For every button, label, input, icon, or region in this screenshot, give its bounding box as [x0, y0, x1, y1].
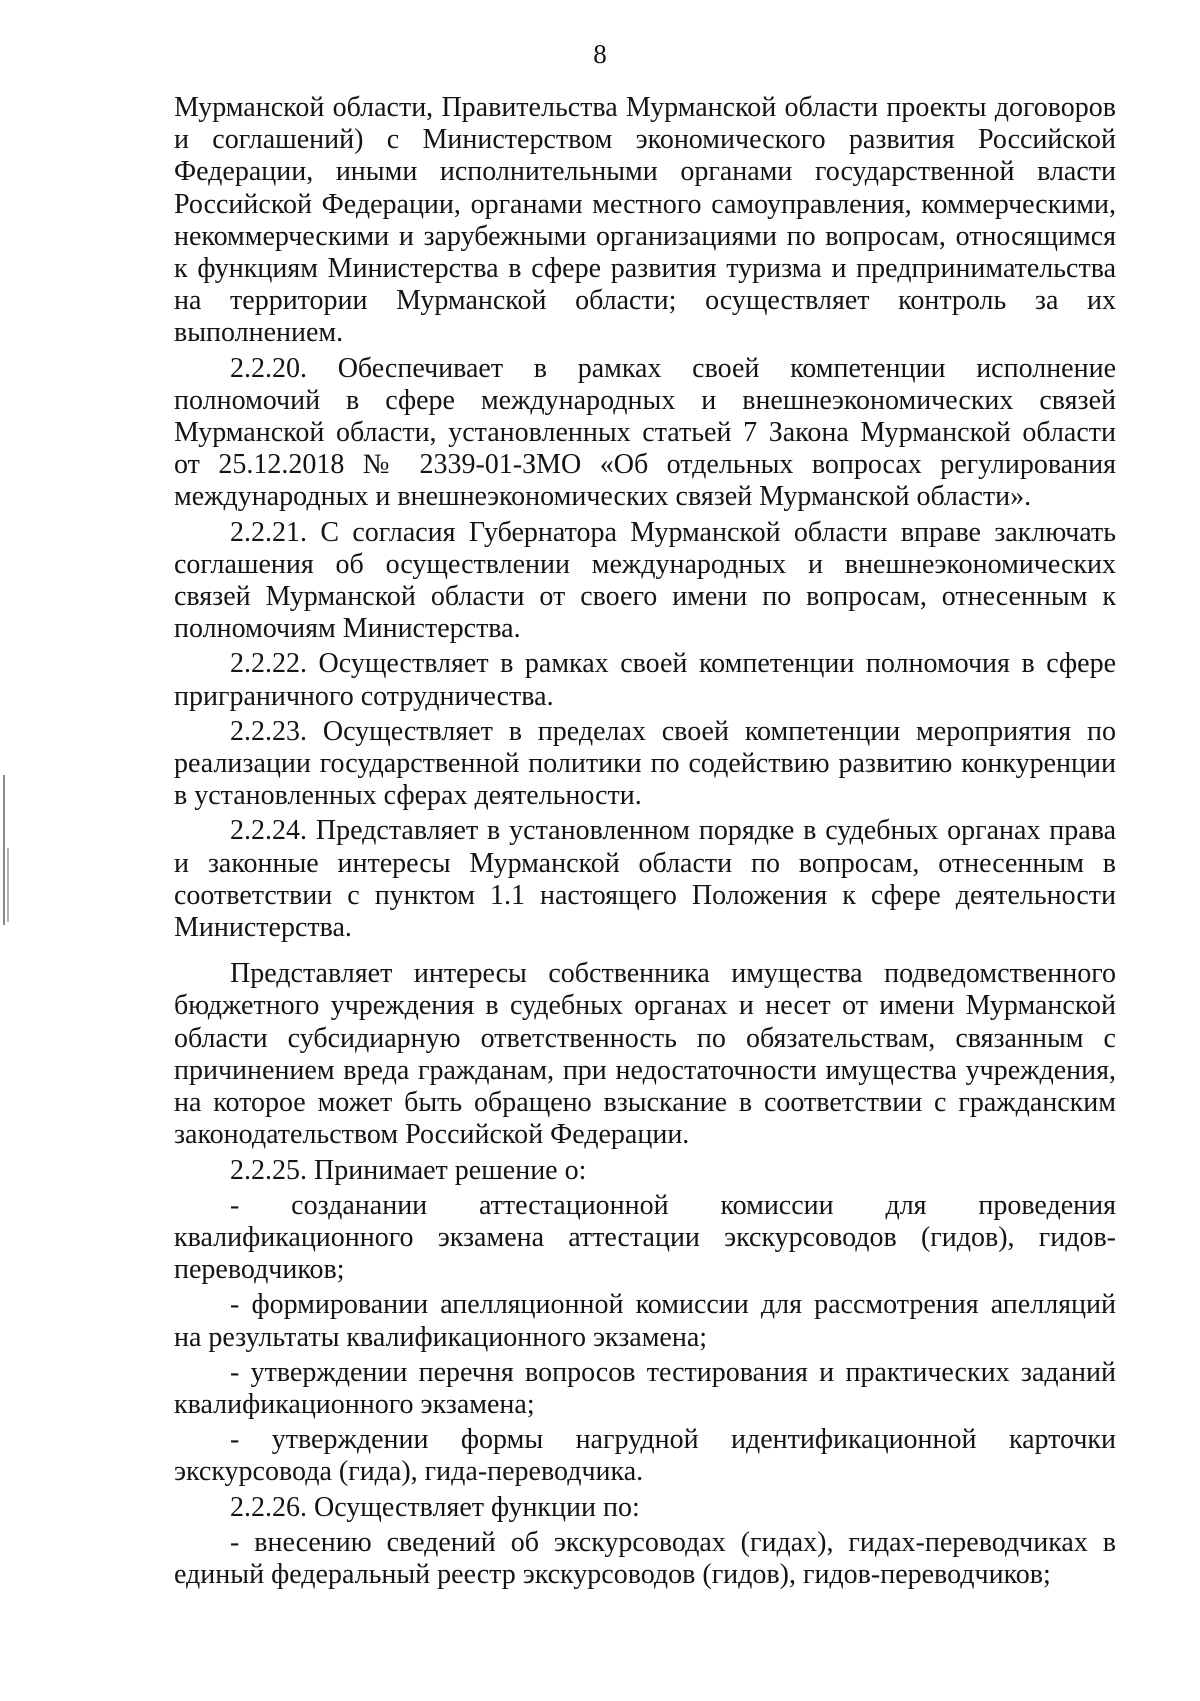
list-item-badge-form: - утверждении формы нагрудной идентификационной карточки экскурсовода (гида), гида-переводчика.: [174, 1424, 1116, 1488]
paragraph-property-interests: Представляет интересы собственника имущества подведомственного бюджетного учреждения в судебных органах и несет от имени Мурманской области субсидиарную ответственность по обязательствам, связанным с причинением вреда гражданам, при недостаточности имущества учреждения, на которое может быть обращено взыскание в соответствии с гражданским законодательством Российской Федерации.: [174, 958, 1116, 1151]
list-item-appeal-commission: - формировании апелляционной комиссии для рассмотрения апелляций на результаты квалификационного экзамена;: [174, 1289, 1116, 1353]
scan-margin-mark: [7, 848, 9, 922]
document-body: [174, 92, 1116, 1591]
clause-2-2-21: 2.2.21. С согласия Губернатора Мурманской области вправе заключать соглашения об осуществлении международных и внешнеэкономических связей Мурманской области от своего имени по вопросам, отнесенным к полномочиям Министерства.: [174, 516, 1116, 645]
paragraph-continuation: Мурманской области, Правительства Мурманской области проекты договоров и соглашений) с Министерством экономического развития Российской Федерации, иными исполнительными органами государственной власти Российской Федерации, органами местного самоуправления, коммерческими, некоммерческими и зарубежными организациями по вопросам, относящимся к функциям Министерства в сфере развития туризма и предпринимательства на территории Мурманской области; осуществляет контроль за их выполнением.: [174, 92, 1116, 349]
clause-2-2-20: 2.2.20. Обеспечивает в рамках своей компетенции исполнение полномочий в сфере международных и внешнеэкономических связей Мурманской области, установленных статьей 7 Закона Мурманской области от 25.12.2018 № 2339-01-ЗМО «Об отдельных вопросах регулирования международных и внешнеэкономических связей Мурманской области».: [174, 352, 1116, 513]
clause-2-2-22: 2.2.22. Осуществляет в рамках своей компетенции полномочия в сфере приграничного сотрудничества.: [174, 648, 1116, 712]
scan-margin-mark: [3, 775, 5, 925]
list-item-questions: - утверждении перечня вопросов тестирования и практических заданий квалификационного экзамена;: [174, 1356, 1116, 1420]
list-item-registry: - внесению сведений об экскурсоводах (гидах), гидах-переводчиках в единый федеральный реестр экскурсоводов (гидов), гидов-переводчиков;: [174, 1526, 1116, 1590]
list-item-commission: - созданании аттестационной комиссии для проведения квалификационного экзамена аттестации экскурсоводов (гидов), гидов-переводчиков;: [174, 1189, 1116, 1286]
page-number: 8: [593, 39, 607, 69]
clause-2-2-26: 2.2.26. Осуществляет функции по:: [230, 1491, 640, 1523]
clause-2-2-24: 2.2.24. Представляет в установленном порядке в судебных органах права и законные интересы Мурманской области по вопросам, отнесенным в соответствии с пунктом 1.1 настоящего Положения к сфере деятельности Министерства.: [174, 815, 1116, 944]
clause-2-2-25: 2.2.25. Принимает решение о:: [230, 1154, 587, 1186]
clause-2-2-23: 2.2.23. Осуществляет в пределах своей компетенции мероприятия по реализации государственной политики по содействию развитию конкуренции в установленных сферах деятельности.: [174, 715, 1116, 812]
